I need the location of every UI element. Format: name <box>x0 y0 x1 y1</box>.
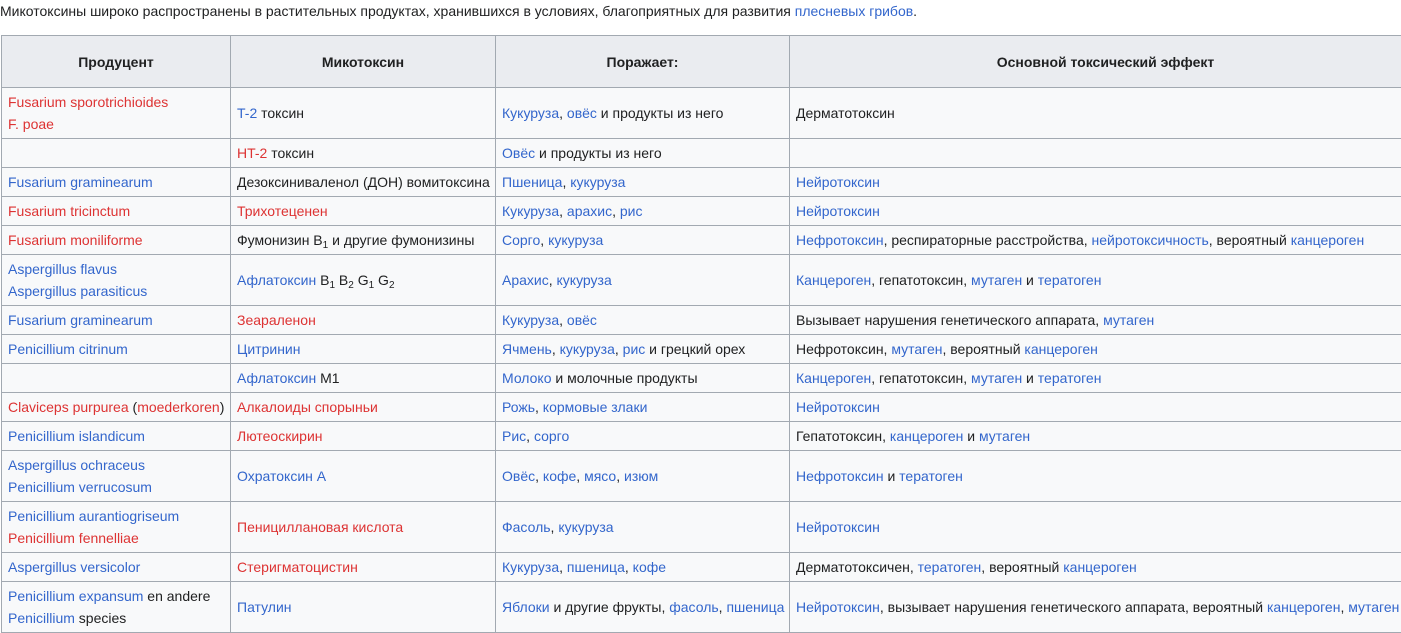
cell-text: и продукты из него <box>597 105 724 121</box>
cell-text: и <box>884 468 900 484</box>
mycotoxin-cell <box>231 502 496 553</box>
link[interactable]: кукуруза <box>560 341 615 357</box>
effect-cell <box>790 306 1401 335</box>
table-body <box>2 88 1401 633</box>
cell-text: , <box>540 232 548 248</box>
link[interactable]: Овёс <box>502 145 535 161</box>
cell-line <box>796 516 1401 538</box>
link[interactable]: Арахис <box>502 272 549 288</box>
link[interactable]: Нефротоксин <box>796 468 884 484</box>
cell-line <box>237 102 489 124</box>
affects-cell <box>496 226 790 255</box>
cell-text: и грецкий орех <box>645 341 745 357</box>
cell-line <box>502 102 783 124</box>
effect-cell <box>790 364 1401 393</box>
link[interactable]: Fusarium graminearum <box>8 312 153 328</box>
link[interactable]: рис <box>623 341 646 357</box>
cell-line <box>796 269 1401 291</box>
link[interactable]: канцероген <box>1024 341 1098 357</box>
cell-text: , <box>625 559 633 575</box>
cell-text: ( <box>129 399 138 415</box>
link[interactable]: арахис <box>567 203 612 219</box>
producer-cell <box>2 139 231 168</box>
link[interactable]: мясо <box>584 468 616 484</box>
link[interactable]: Трихотеценен <box>237 203 328 219</box>
cell-text: , <box>559 203 567 219</box>
affects-cell <box>496 553 790 582</box>
affects-cell <box>496 422 790 451</box>
link[interactable]: кофе <box>543 468 576 484</box>
affects-cell <box>496 197 790 226</box>
link[interactable]: мутаген <box>891 341 942 357</box>
effect-cell <box>790 393 1401 422</box>
cell-text: , <box>1340 599 1348 615</box>
producer-cell <box>2 197 231 226</box>
link[interactable]: Канцероген <box>796 272 871 288</box>
link[interactable]: Fusarium graminearum <box>8 174 153 190</box>
cell-line <box>502 516 783 538</box>
cell-line <box>796 425 1401 447</box>
mycotoxin-cell <box>231 197 496 226</box>
producer-cell <box>2 335 231 364</box>
subscript: 1 <box>369 280 375 291</box>
cell-text: , респираторные расстройства, <box>884 232 1092 248</box>
link[interactable]: мутаген <box>1103 312 1154 328</box>
link[interactable]: Fusarium moniliforme <box>8 232 143 248</box>
mycotoxin-cell <box>231 88 496 139</box>
cell-line <box>502 200 783 222</box>
link[interactable]: тератоген <box>899 468 963 484</box>
producer-cell <box>2 393 231 422</box>
link[interactable]: овёс <box>567 312 597 328</box>
mycotoxin-cell <box>231 335 496 364</box>
link[interactable]: Стеригматоцистин <box>237 559 358 575</box>
cell-text: . <box>913 3 917 19</box>
link[interactable]: овёс <box>567 105 597 121</box>
producer-cell <box>2 255 231 306</box>
link[interactable]: кукуруза <box>548 232 603 248</box>
producer-cell <box>2 168 231 197</box>
effect-cell <box>790 451 1401 502</box>
mycotoxin-cell <box>231 255 496 306</box>
table-row <box>2 168 1401 197</box>
link[interactable]: Канцероген <box>796 370 871 386</box>
cell-text: , <box>552 341 560 357</box>
cell-line <box>237 367 489 389</box>
mycotoxin-table <box>1 35 1401 633</box>
link[interactable]: Патулин <box>237 599 292 615</box>
link[interactable]: кофе <box>633 559 666 575</box>
effect-cell <box>790 139 1401 168</box>
cell-text: Гепатотоксин, <box>796 428 890 444</box>
link[interactable]: Penicillium verrucosum <box>8 479 152 495</box>
affects-cell <box>496 306 790 335</box>
link[interactable]: moederkoren <box>137 399 220 415</box>
cell-line <box>237 596 489 618</box>
link[interactable]: Овёс <box>502 468 535 484</box>
producer-cell <box>2 422 231 451</box>
link[interactable]: Кукуруза <box>502 203 559 219</box>
effect-cell <box>790 422 1401 451</box>
effect-cell <box>790 226 1401 255</box>
cell-text: Вызывает нарушения генетического аппарата, <box>796 312 1103 328</box>
affects-cell <box>496 255 790 306</box>
link[interactable]: Aspergillus parasiticus <box>8 283 147 299</box>
link[interactable]: Penicillium fennelliae <box>8 530 139 546</box>
affects-cell <box>496 168 790 197</box>
cell-line <box>502 556 783 578</box>
cell-text: Нефротоксин, <box>796 341 891 357</box>
cell-text: , вероятный <box>1209 232 1291 248</box>
link[interactable]: кукуруза <box>570 174 625 190</box>
cell-text: токсин <box>257 105 304 121</box>
cell-line <box>237 229 489 251</box>
cell-text: en andere <box>143 588 210 604</box>
cell-text: , <box>551 519 559 535</box>
header-mycotoxin: Микотоксин <box>231 36 496 88</box>
cell-line <box>237 338 489 360</box>
link[interactable]: изюм <box>624 468 658 484</box>
cell-text: , <box>719 599 727 615</box>
cell-line <box>237 142 489 164</box>
table-row <box>2 393 1401 422</box>
cell-text: , <box>559 105 567 121</box>
cell-line <box>8 425 224 447</box>
link[interactable]: Пенициллановая кислота <box>237 519 403 535</box>
link[interactable]: Молоко <box>502 370 551 386</box>
producer-cell <box>2 364 231 393</box>
cell-text: Фумонизин B <box>237 232 323 248</box>
link[interactable]: тератоген <box>918 559 982 575</box>
effect-cell <box>790 255 1401 306</box>
cell-line <box>502 229 783 251</box>
link[interactable]: Цитринин <box>237 341 300 357</box>
cell-text: Микотоксины широко распространены в растительных продуктах, хранившихся в условиях, благоприятных для развития <box>0 3 795 19</box>
cell-line <box>502 465 783 487</box>
affects-cell <box>496 335 790 364</box>
subscript: 2 <box>389 280 395 291</box>
cell-line <box>796 309 1401 331</box>
link[interactable]: Рожь <box>502 399 535 415</box>
producer-cell <box>2 582 231 633</box>
cell-text: Дерматотоксичен, <box>796 559 918 575</box>
cell-line <box>502 367 783 389</box>
effect-cell <box>790 582 1401 633</box>
cell-text: и другие фрукты, <box>550 599 670 615</box>
affects-cell <box>496 502 790 553</box>
cell-line <box>796 367 1401 389</box>
cell-text: Дезоксиниваленол (ДОН) вомитоксина <box>237 174 490 190</box>
table-row <box>2 502 1401 553</box>
affects-cell <box>496 364 790 393</box>
link[interactable]: канцероген <box>1291 232 1365 248</box>
cell-text: , вызывает нарушения генетического аппарата, вероятный <box>880 599 1267 615</box>
effect-cell <box>790 502 1401 553</box>
link[interactable]: тератоген <box>1038 272 1102 288</box>
cell-line <box>502 269 783 291</box>
effect-cell <box>790 197 1401 226</box>
link[interactable]: кукуруза <box>558 519 613 535</box>
cell-text: , <box>615 341 623 357</box>
intro-paragraph <box>0 3 917 19</box>
cell-line <box>237 309 489 331</box>
mycotoxin-cell <box>231 422 496 451</box>
header-toxic-effect: Основной токсический эффект <box>790 36 1401 88</box>
link[interactable]: Охратоксин A <box>237 468 326 484</box>
mycotoxin-cell <box>231 364 496 393</box>
cell-line <box>796 102 1401 124</box>
cell-line <box>8 338 224 360</box>
cell-text: , <box>576 468 584 484</box>
link[interactable]: Афлатоксин <box>237 272 316 288</box>
cell-line <box>8 91 224 113</box>
mycotoxin-cell <box>231 582 496 633</box>
cell-line <box>8 229 224 251</box>
link[interactable]: Нейротоксин <box>796 399 880 415</box>
link[interactable]: Fusarium sporotrichioides <box>8 94 168 110</box>
cell-line <box>237 171 489 193</box>
effect-cell <box>790 553 1401 582</box>
cell-line <box>502 171 783 193</box>
cell-line <box>502 338 783 360</box>
effect-cell <box>790 168 1401 197</box>
producer-cell <box>2 306 231 335</box>
cell-line <box>237 465 489 487</box>
cell-text: и другие фумонизины <box>328 232 474 248</box>
cell-text: , <box>535 399 543 415</box>
header-affects: Поражает: <box>496 36 790 88</box>
cell-text: G <box>354 272 369 288</box>
cell-line <box>8 476 224 498</box>
link[interactable]: Кукуруза <box>502 312 559 328</box>
cell-text: , <box>562 174 570 190</box>
table-row <box>2 364 1401 393</box>
cell-line <box>8 200 224 222</box>
effect-cell <box>790 88 1401 139</box>
cell-text: B <box>316 272 329 288</box>
cell-text: species <box>75 610 126 626</box>
cell-line <box>237 425 489 447</box>
cell-line <box>237 556 489 578</box>
link[interactable]: Penicillium aurantiogriseum <box>8 508 179 524</box>
cell-text: , <box>535 468 543 484</box>
link[interactable]: мутаген <box>1348 599 1399 615</box>
cell-line <box>8 113 224 135</box>
link[interactable]: Penicillium expansum <box>8 588 143 604</box>
link[interactable]: Aspergillus ochraceus <box>8 457 145 473</box>
effect-cell <box>790 335 1401 364</box>
link[interactable]: Фасоль <box>502 519 551 535</box>
subscript: 1 <box>323 240 329 251</box>
cell-text: B <box>335 272 348 288</box>
cell-line <box>8 309 224 331</box>
producer-cell <box>2 502 231 553</box>
cell-text: M1 <box>316 370 339 386</box>
cell-text: , гепатотоксин, <box>871 272 971 288</box>
mycotoxin-cell <box>231 306 496 335</box>
link[interactable]: Fusarium tricinctum <box>8 203 130 219</box>
link[interactable]: Aspergillus versicolor <box>8 559 140 575</box>
affects-cell <box>496 88 790 139</box>
cell-line <box>8 527 224 549</box>
cell-line <box>8 585 224 607</box>
link[interactable]: Нейротоксин <box>796 174 880 190</box>
table-row <box>2 553 1401 582</box>
cell-line <box>8 396 224 418</box>
mycotoxin-cell <box>231 226 496 255</box>
header-producer: Продуцент <box>2 36 231 88</box>
cell-text: , вероятный <box>942 341 1024 357</box>
subscript: 1 <box>329 280 335 291</box>
cell-text: и <box>963 428 979 444</box>
link[interactable]: тератоген <box>1038 370 1102 386</box>
link[interactable]: Пшеница <box>502 174 562 190</box>
affects-cell <box>496 451 790 502</box>
mycotoxin-cell <box>231 553 496 582</box>
link[interactable]: Кукуруза <box>502 105 559 121</box>
cell-line <box>502 396 783 418</box>
link[interactable]: Яблоки <box>502 599 550 615</box>
link[interactable]: Aspergillus flavus <box>8 261 117 277</box>
cell-line <box>796 338 1401 360</box>
table-row <box>2 226 1401 255</box>
link[interactable]: кормовые злаки <box>543 399 648 415</box>
cell-line <box>237 396 489 418</box>
cell-line <box>8 454 224 476</box>
cell-line <box>796 200 1401 222</box>
cell-text: токсин <box>267 145 314 161</box>
link[interactable]: Penicillium citrinum <box>8 341 128 357</box>
cell-text: и продукты из него <box>535 145 662 161</box>
cell-text: , вероятный <box>981 559 1063 575</box>
link[interactable]: Нейротоксин <box>796 203 880 219</box>
producer-cell <box>2 226 231 255</box>
table-row <box>2 422 1401 451</box>
link[interactable]: нейротоксичность <box>1092 232 1209 248</box>
table-row <box>2 335 1401 364</box>
table-row <box>2 582 1401 633</box>
link[interactable]: Penicillium islandicum <box>8 428 145 444</box>
link[interactable]: канцероген <box>1267 599 1341 615</box>
table-row <box>2 451 1401 502</box>
mycotoxin-cell <box>231 168 496 197</box>
link[interactable]: мутаген <box>979 428 1030 444</box>
producer-cell <box>2 451 231 502</box>
cell-text: и молочные продукты <box>551 370 697 386</box>
cell-line <box>796 229 1401 251</box>
cell-line <box>8 556 224 578</box>
link[interactable]: канцероген <box>1063 559 1137 575</box>
link[interactable]: Кукуруза <box>502 559 559 575</box>
table-row <box>2 255 1401 306</box>
link[interactable]: Нейротоксин <box>796 599 880 615</box>
cell-text: Дерматотоксин <box>796 105 895 121</box>
producer-cell <box>2 88 231 139</box>
link[interactable]: пшеница <box>567 559 625 575</box>
cell-text: , <box>559 559 567 575</box>
table-row <box>2 139 1401 168</box>
table-row <box>2 197 1401 226</box>
cell-text: G <box>374 272 389 288</box>
mycotoxin-cell <box>231 139 496 168</box>
table-row <box>2 306 1401 335</box>
subscript: 2 <box>348 280 354 291</box>
link[interactable]: Ячмень <box>502 341 552 357</box>
cell-text: , <box>616 468 624 484</box>
affects-cell <box>496 393 790 422</box>
link[interactable]: сорго <box>534 428 569 444</box>
link[interactable]: плесневых грибов <box>795 3 913 19</box>
cell-text: и <box>1022 272 1038 288</box>
link[interactable]: Нейротоксин <box>796 519 880 535</box>
cell-line <box>796 596 1401 618</box>
cell-line <box>8 258 224 280</box>
cell-line <box>796 396 1401 418</box>
cell-line <box>502 596 783 618</box>
table-header-row <box>2 36 1401 88</box>
link[interactable]: F. poae <box>8 116 54 132</box>
mycotoxin-cell <box>231 451 496 502</box>
cell-line <box>237 269 489 291</box>
cell-text: , гепатотоксин, <box>871 370 971 386</box>
link[interactable]: Рис <box>502 428 526 444</box>
link[interactable]: пшеница <box>726 599 784 615</box>
cell-line <box>8 505 224 527</box>
link[interactable]: кукуруза <box>557 272 612 288</box>
link[interactable]: T-2 <box>237 105 257 121</box>
producer-cell <box>2 553 231 582</box>
cell-line <box>502 425 783 447</box>
cell-line <box>237 516 489 538</box>
link[interactable]: мутаген <box>971 272 1022 288</box>
cell-text: , <box>549 272 557 288</box>
cell-text: , <box>559 312 567 328</box>
mycotoxin-cell <box>231 393 496 422</box>
affects-cell <box>496 582 790 633</box>
link[interactable]: Нефротоксин <box>796 232 884 248</box>
link[interactable]: мутаген <box>971 370 1022 386</box>
cell-text: , <box>526 428 534 444</box>
link[interactable]: Лютеоскирин <box>237 428 323 444</box>
affects-cell <box>496 139 790 168</box>
link[interactable]: Афлатоксин <box>237 370 316 386</box>
table-row <box>2 88 1401 139</box>
link[interactable]: Penicillium <box>8 610 75 626</box>
link[interactable]: канцероген <box>890 428 964 444</box>
cell-line <box>8 171 224 193</box>
cell-line <box>502 309 783 331</box>
cell-line <box>796 465 1401 487</box>
link[interactable]: рис <box>620 203 643 219</box>
link[interactable]: HT-2 <box>237 145 267 161</box>
cell-line <box>502 142 783 164</box>
cell-line <box>796 171 1401 193</box>
cell-text: , <box>612 203 620 219</box>
cell-text: ) <box>220 399 225 415</box>
cell-text: и <box>1022 370 1038 386</box>
cell-line <box>796 556 1401 578</box>
link[interactable]: Сорго <box>502 232 540 248</box>
link[interactable]: Зеараленон <box>237 312 316 328</box>
cell-line <box>8 280 224 302</box>
cell-line <box>237 200 489 222</box>
link[interactable]: фасоль <box>669 599 718 615</box>
link[interactable]: Алкалоиды спорыньи <box>237 399 378 415</box>
link[interactable]: Claviceps purpurea <box>8 399 129 415</box>
cell-line <box>8 607 224 629</box>
